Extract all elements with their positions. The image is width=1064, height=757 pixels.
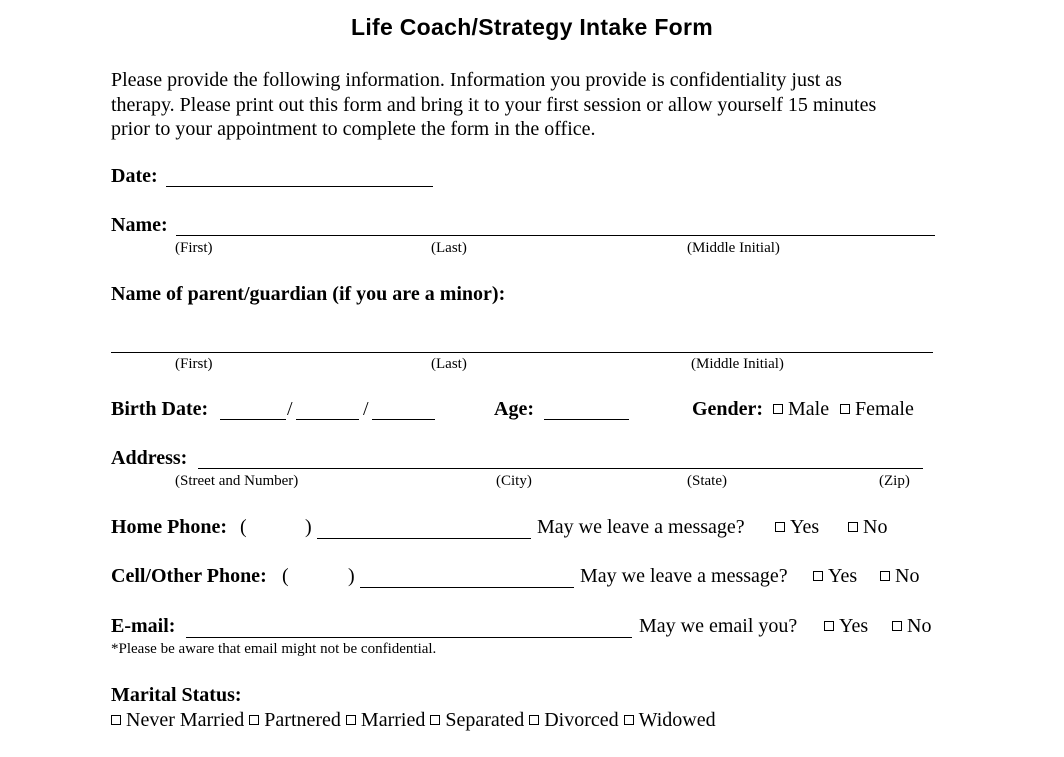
option-label: No [895,565,920,587]
address-street-caption: (Street and Number) [175,473,299,489]
option-label: Female [855,398,914,420]
intro-line: Please provide the following information. Information you provide is confidentiality just as [111,69,842,91]
checkbox[interactable] [840,404,850,414]
guardian-label: Name of parent/guardian (if you are a minor): [111,283,506,305]
intro-line: therapy. Please print out this form and bring it to your first session or allow yourself 15 minutes [111,93,877,116]
cell-message-yes[interactable] [813,565,857,588]
marital-option-separated[interactable] [430,709,524,732]
marital-option-partnered[interactable] [249,709,341,732]
marital-option-never-married[interactable] [111,709,244,732]
address-city-caption: (City) [496,473,532,489]
checkbox[interactable] [346,715,356,725]
age-field[interactable] [544,419,629,420]
cell-message-question: May we leave a message? [580,565,788,587]
guardian-middle-caption: (Middle Initial) [691,356,784,372]
email-label: E-mail: [111,615,176,637]
name-last-caption: (Last) [431,240,467,256]
email-question: May we email you? [639,615,798,637]
marital-option-widowed[interactable] [624,709,716,732]
option-label: Yes [790,516,820,538]
option-label: Married [360,709,426,731]
home-message-question: May we leave a message? [537,516,745,538]
checkbox[interactable] [529,715,539,725]
option-label: Yes [828,565,858,587]
email-note: *Please be aware that email might not be confidential. [111,641,437,657]
guardian-field[interactable] [111,352,933,353]
marital-option-divorced[interactable] [529,709,618,732]
email-yes[interactable] [824,615,868,638]
marital-option-married[interactable] [346,709,425,732]
cell-phone-field[interactable] [360,587,574,588]
checkbox[interactable] [892,621,902,631]
address-state-caption: (State) [687,473,727,489]
option-label: Male [788,398,830,420]
birth-day-field[interactable] [296,419,359,420]
guardian-last-caption: (Last) [431,356,467,372]
option-label: Divorced [544,709,619,731]
cell-phone-label: Cell/Other Phone: [111,565,267,587]
marital-status-label: Marital Status: [111,684,242,706]
checkbox[interactable] [775,522,785,532]
birth-separator: / [363,398,369,420]
checkbox[interactable] [880,571,890,581]
gender-label: Gender: [692,398,764,420]
address-label: Address: [111,447,188,469]
name-label: Name: [111,214,168,236]
area-code-open: ( [282,565,289,587]
date-field[interactable] [166,186,433,187]
birth-year-field[interactable] [372,419,435,420]
intro-line: prior to your appointment to complete the form in the office. [111,118,596,140]
checkbox[interactable] [111,715,121,725]
address-zip-caption: (Zip) [879,473,910,489]
option-label: Never Married [126,709,245,731]
checkbox[interactable] [813,571,823,581]
cell-message-no[interactable] [880,565,919,588]
home-phone-field[interactable] [317,538,531,539]
gender-option-male[interactable] [773,398,829,421]
home-message-no[interactable] [848,516,887,539]
birth-month-field[interactable] [220,419,286,420]
home-phone-label: Home Phone: [111,516,228,538]
address-field[interactable] [198,468,923,469]
option-label: No [863,516,888,538]
option-label: No [907,615,932,637]
checkbox[interactable] [824,621,834,631]
email-field[interactable] [186,637,632,638]
name-middle-caption: (Middle Initial) [687,240,780,256]
checkbox[interactable] [773,404,783,414]
checkbox[interactable] [848,522,858,532]
name-field[interactable] [176,235,935,236]
marital-options [111,709,716,732]
gender-option-female[interactable] [840,398,914,421]
birth-date-label: Birth Date: [111,398,209,420]
area-code-close: ) [348,565,355,587]
intro-paragraph [111,68,1011,142]
area-code-close: ) [305,516,312,538]
birth-separator: / [287,398,293,420]
checkbox[interactable] [249,715,259,725]
option-label: Yes [839,615,869,637]
email-no[interactable] [892,615,931,638]
date-label: Date: [111,165,158,187]
form-title: Life Coach/Strategy Intake Form [350,14,714,40]
age-label: Age: [494,398,534,420]
checkbox[interactable] [430,715,440,725]
option-label: Partnered [264,709,341,731]
option-label: Separated [445,709,525,731]
home-message-yes[interactable] [775,516,819,539]
guardian-first-caption: (First) [175,356,213,372]
area-code-open: ( [240,516,247,538]
name-first-caption: (First) [175,240,213,256]
option-label: Widowed [638,709,716,731]
checkbox[interactable] [624,715,634,725]
